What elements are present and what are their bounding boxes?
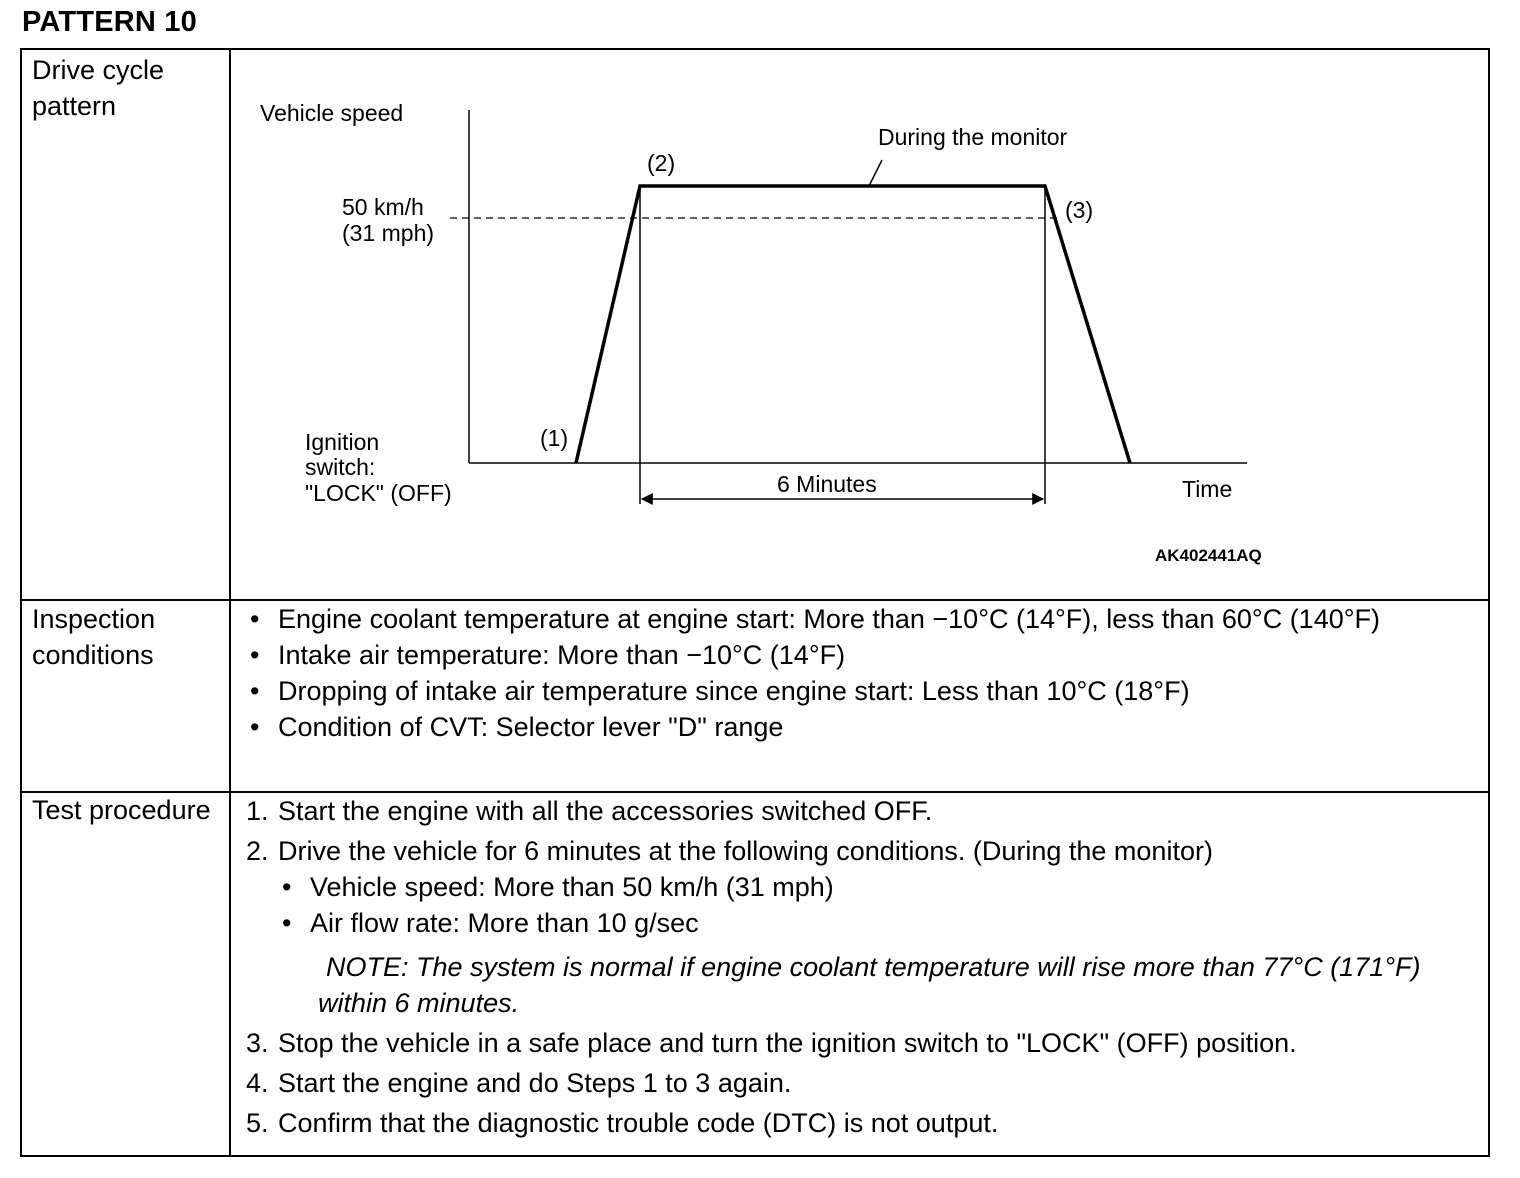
- inspection-conditions-cell: [246, 601, 1476, 745]
- x-axis-label: Time: [1182, 476, 1233, 502]
- point-3-label: (3): [1065, 197, 1094, 223]
- test-procedure-cell: [246, 793, 1476, 1145]
- ignition-label-line3: "LOCK" (OFF): [305, 480, 452, 506]
- monitor-label: During the monitor: [878, 124, 1068, 150]
- inspection-conditions-label: Inspection conditions: [32, 604, 156, 670]
- ignition-label-line2: switch:: [305, 454, 376, 480]
- test-procedure-steps: [246, 793, 1476, 1141]
- bullet-icon: •: [250, 712, 260, 742]
- drive-cycle-label: Drive cycle pattern: [32, 55, 165, 121]
- point-2-label: (2): [647, 150, 676, 176]
- bullet-icon: •: [250, 676, 260, 706]
- y-axis-label: Vehicle speed: [260, 100, 404, 126]
- speed-label-kmh: 50 km/h: [342, 194, 424, 220]
- step-item: 5. Confirm that the diagnostic trouble code (DTC) is not output.: [246, 1108, 999, 1138]
- list-item: • Condition of CVT: Selector lever "D" range: [246, 709, 1476, 745]
- ignition-label-line1: Ignition: [305, 429, 380, 455]
- list-item: • Air flow rate: More than 10 g/sec: [278, 905, 1476, 941]
- step-2-note: NOTE: The system is normal if engine coolant temperature will rise more than 77°C (171°F) within 6 minutes.: [318, 952, 1421, 1018]
- page-title: PATTERN 10: [22, 6, 197, 38]
- point-1-label: (1): [540, 425, 569, 451]
- bullet-icon: •: [250, 604, 260, 634]
- step-item: 1. Start the engine with all the accessories switched OFF.: [246, 796, 933, 826]
- speed-label-mph: (31 mph): [342, 220, 435, 246]
- step-2-conditions: [278, 869, 1476, 941]
- list-item: • Vehicle speed: More than 50 km/h (31 mph): [278, 869, 1476, 905]
- monitor-leader: [869, 160, 882, 186]
- pattern-table: [20, 48, 1490, 1157]
- test-procedure-label: Test procedure: [32, 795, 211, 825]
- drive-cycle-diagram: [231, 52, 1490, 599]
- inspection-conditions-list: [246, 601, 1476, 745]
- list-item: • Intake air temperature: More than −10°C (14°F): [246, 637, 1476, 673]
- bullet-icon: •: [282, 908, 292, 938]
- step-item: 2. Drive the vehicle for 6 minutes at the following conditions. (During the monitor) • Vehicle speed: More than 50 km/h (31 mph) • Air flow rate: More than 10 g/sec NOTE: The system is normal if engine coolant temperature will rise more than 77°C (171°F) within 6 minutes.: [246, 833, 1476, 1021]
- duration-label: 6 Minutes: [777, 471, 877, 497]
- speed-profile: [576, 186, 1130, 463]
- list-item: • Engine coolant temperature at engine start: More than −10°C (14°F), less than 60°C (140°F): [246, 601, 1476, 637]
- step-item: 3. Stop the vehicle in a safe place and turn the ignition switch to "LOCK" (OFF) position.: [246, 1028, 1297, 1058]
- bullet-icon: •: [282, 872, 292, 902]
- step-item: 4. Start the engine and do Steps 1 to 3 again.: [246, 1068, 792, 1098]
- list-item: • Dropping of intake air temperature since engine start: Less than 10°C (18°F): [246, 673, 1476, 709]
- bullet-icon: •: [250, 640, 260, 670]
- figure-code: AK402441AQ: [1155, 546, 1262, 565]
